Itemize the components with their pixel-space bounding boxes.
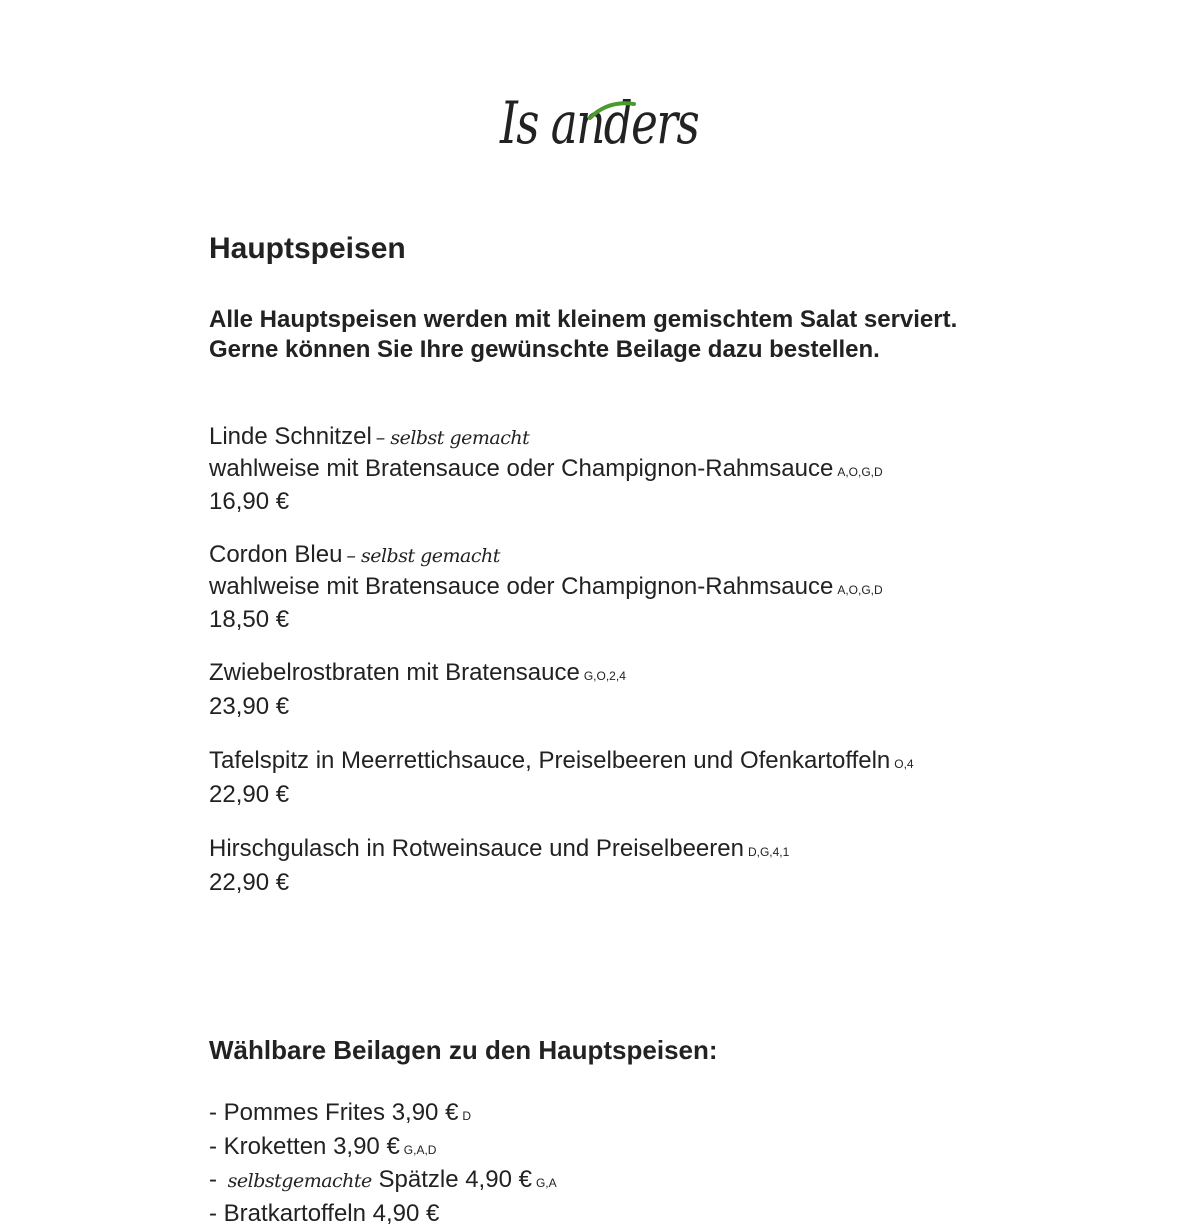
dish-price: 18,50 € [209,605,883,635]
side-prefix: - [209,1133,217,1160]
dish-price: 23,90 € [209,692,626,722]
dish-description: wahlweise mit Bratensauce oder Champignon-Rahmsauce [209,573,833,600]
side-label: Bratkartoffeln 4,90 € [224,1200,440,1227]
side-prefix: - [209,1099,217,1126]
dish-item [209,658,626,721]
dish-tag: – selbst gemacht [376,427,529,449]
dish-name: Zwiebelrostbraten mit Bratensauce [209,659,580,686]
dish-tag: – selbst gemacht [346,545,499,567]
dish-name: Hirschgulasch in Rotweinsauce und Preiselbeeren [209,835,744,862]
side-prefix: - [209,1166,217,1193]
logo [500,88,710,158]
dish-price: 22,90 € [209,780,914,810]
side-label: Pommes Frites 3,90 € [224,1099,459,1126]
logo-swoosh-icon [588,98,638,120]
intro-text [209,305,957,365]
dish-item [209,746,914,809]
side-item [209,1132,557,1166]
allergen-codes: D,G,4,1 [748,845,789,859]
allergen-codes: G,O,2,4 [584,669,626,683]
allergen-codes: A,O,G,D [837,465,882,479]
page-title: Hauptspeisen [209,232,406,266]
side-label: Spätzle 4,90 € [378,1166,531,1193]
dish-price: 22,90 € [209,868,789,898]
logo-text: Is anders [500,88,698,158]
dish-price: 16,90 € [209,487,883,517]
sides-heading: Wählbare Beilagen zu den Hauptspeisen: [209,1035,718,1066]
intro-line: Alle Hauptspeisen werden mit kleinem gemischtem Salat serviert. [209,305,957,335]
dish-name: Cordon Bleu [209,541,342,568]
dish-description: wahlweise mit Bratensauce oder Champignon-Rahmsauce [209,455,833,482]
allergen-codes: O,4 [894,757,913,771]
allergen-codes: G,A,D [404,1143,437,1157]
dish-item [209,540,883,635]
allergen-codes: D [462,1109,471,1123]
dish-item [209,422,883,517]
sides-list [209,1098,557,1232]
dish-name: Linde Schnitzel [209,423,372,450]
side-tag: selbstgemachte [228,1170,372,1192]
dish-item [209,834,789,897]
side-label: Kroketten 3,90 € [224,1133,400,1160]
side-item [209,1199,557,1232]
intro-line: Gerne können Sie Ihre gewünschte Beilage dazu bestellen. [209,335,957,365]
allergen-codes: A,O,G,D [837,583,882,597]
allergen-codes: G,A [536,1176,557,1190]
side-item [209,1165,557,1199]
side-item [209,1098,557,1132]
dish-name: Tafelspitz in Meerrettichsauce, Preiselbeeren und Ofenkartoffeln [209,747,890,774]
side-prefix: - [209,1200,217,1227]
